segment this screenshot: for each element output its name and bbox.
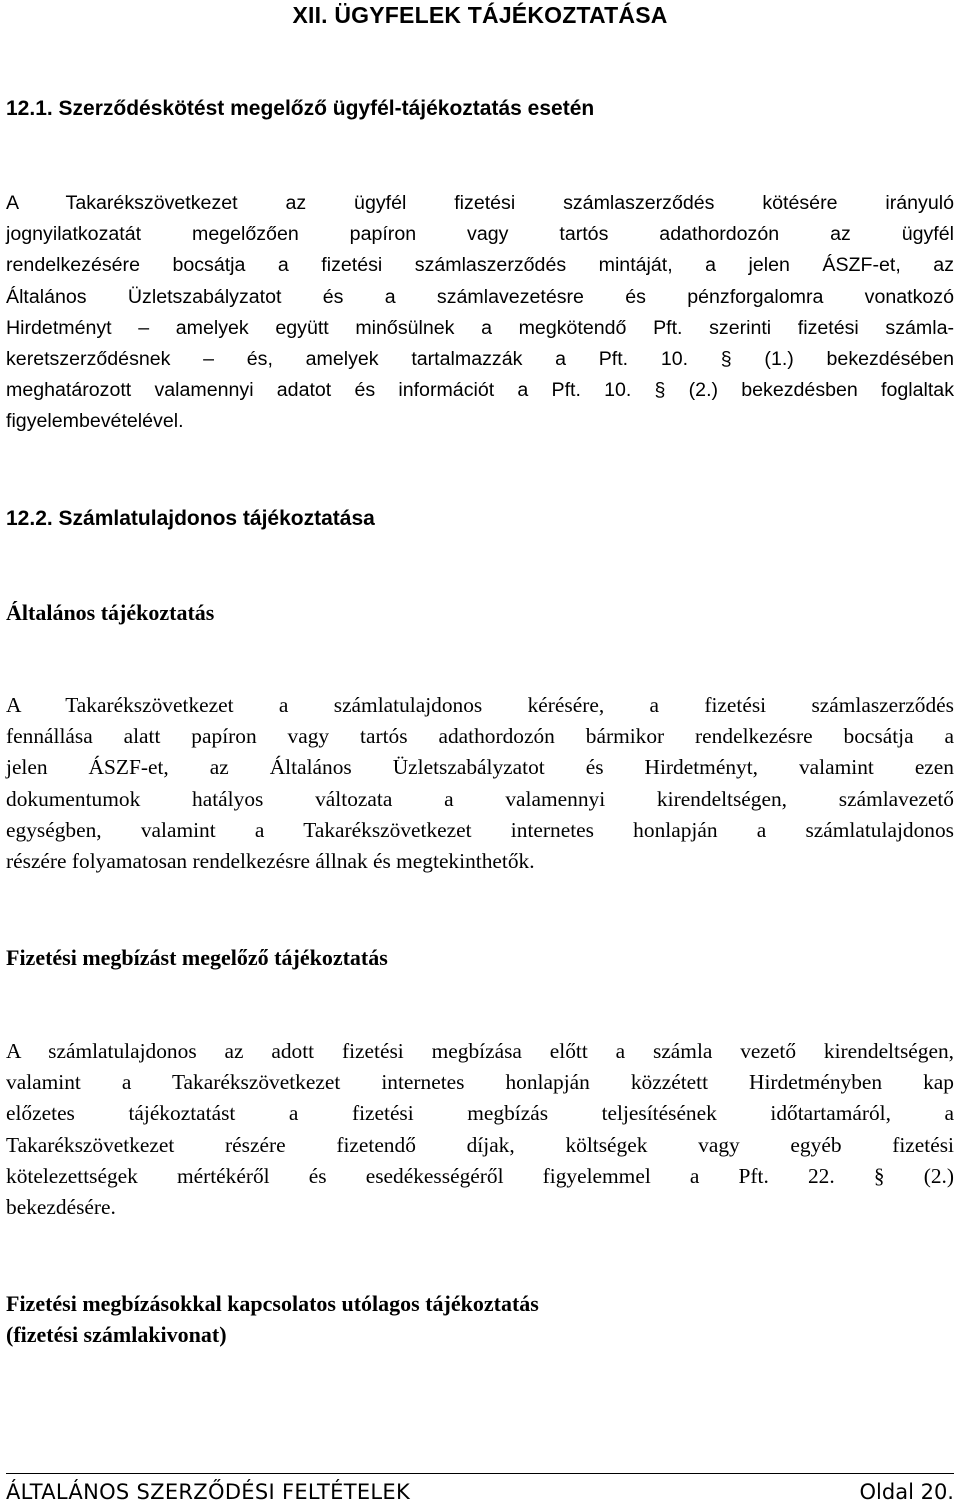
paragraph-line: Hirdetményt – amelyek együtt minősülnek a megkötendő Pft. szerinti fizetési számla-	[6, 316, 954, 339]
document-page	[6, 0, 954, 1507]
footer-page-number: Oldal 20.	[859, 1480, 954, 1504]
paragraph-line: kötelezettségek mértékéről és esedékességéről figyelemmel a Pft. 22. § (2.)	[6, 1163, 954, 1188]
paragraph-line: figyelembevételével.	[6, 410, 184, 433]
paragraph-line: jognyilatkozatát megelőzően papíron vagy tartós adathordozón az ügyfél	[6, 223, 954, 246]
paragraph-line: A Takarékszövetkezet az ügyfél fizetési számlaszerződés kötésére irányuló	[6, 192, 954, 214]
paragraph-line: Általános Üzletszabályzatot és a számlavezetésre és pénzforgalomra vonatkozó	[6, 285, 954, 308]
section-heading-12-1: 12.1. Szerződéskötést megelőző ügyfél-tájékoztatás esetén	[6, 97, 595, 120]
paragraph-line: meghatározott valamennyi adatot és információt a Pft. 10. § (2.) bekezdésben foglaltak	[6, 379, 954, 402]
paragraph-line: valamint a Takarékszövetkezet internetes honlapján közzétett Hirdetményben kap	[6, 1070, 954, 1095]
subheading-utolagos-tajekoztatas	[6, 1288, 539, 1350]
subheading-altalanos-tajekoztatas: Általános tájékoztatás	[6, 600, 215, 625]
heading-line: (fizetési számlakivonat)	[6, 1322, 227, 1347]
altalanos-tajekoztatas-paragraph	[6, 690, 954, 877]
paragraph-line: részére folyamatosan rendelkezésre állnak és megtekinthetők.	[6, 849, 535, 874]
paragraph-line: rendelkezésére bocsátja a fizetési számlaszerződés mintáját, a jelen ÁSZF-et, az	[6, 254, 954, 277]
paragraph-line: A számlatulajdonos az adott fizetési megbízása előtt a számla vezető kirendeltségen,	[6, 1039, 954, 1063]
paragraph-line: keretszerződésnek – és, amelyek tartalmazzák a Pft. 10. § (1.) bekezdésében	[6, 348, 954, 371]
paragraph-line: bekezdésére.	[6, 1195, 116, 1220]
paragraph-line: fennállása alatt papíron vagy tartós adathordozón bármikor rendelkezésre bocsátja a	[6, 724, 954, 749]
chapter-title: XII. ÜGYFELEK TÁJÉKOZTATÁSA	[292, 2, 668, 28]
section-12-1-paragraph	[6, 188, 954, 438]
heading-line: Fizetési megbízásokkal kapcsolatos utólagos tájékoztatás	[6, 1291, 539, 1316]
paragraph-line: jelen ÁSZF-et, az Általános Üzletszabályzatot és Hirdetményt, valamint ezen	[6, 755, 954, 780]
paragraph-line: Takarékszövetkezet részére fizetendő díjak, költségek vagy egyéb fizetési	[6, 1132, 954, 1157]
subheading-fizetesi-megbizast-megelozo: Fizetési megbízást megelőző tájékoztatás	[6, 945, 388, 970]
paragraph-line: A Takarékszövetkezet a számlatulajdonos kérésére, a fizetési számlaszerződés	[6, 693, 954, 717]
footer-divider	[6, 1473, 954, 1474]
section-heading-12-2: 12.2. Számlatulajdonos tájékoztatása	[6, 507, 375, 530]
paragraph-line: dokumentumok hatályos változata a valamennyi kirendeltségen, számlavezető	[6, 786, 954, 811]
paragraph-line: egységben, valamint a Takarékszövetkezet internetes honlapján a számlatulajdonos	[6, 817, 954, 842]
fizetesi-megbizast-megelozo-paragraph	[6, 1036, 954, 1223]
paragraph-line: előzetes tájékoztatást a fizetési megbízás teljesítésének időtartamáról, a	[6, 1101, 954, 1126]
footer-document-title: ÁLTALÁNOS SZERZŐDÉSI FELTÉTELEK	[6, 1480, 411, 1504]
